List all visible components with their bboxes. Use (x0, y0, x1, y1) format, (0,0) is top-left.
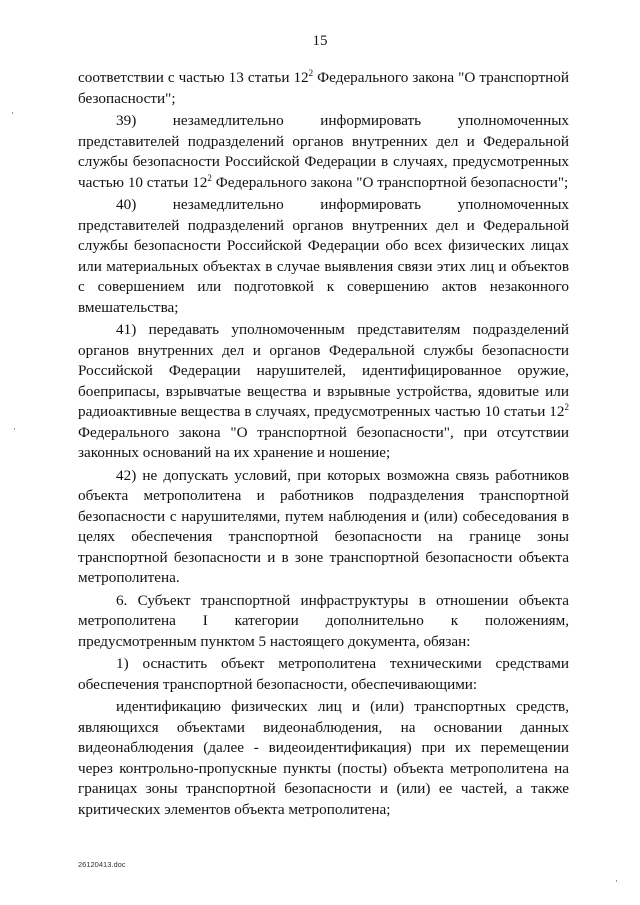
paragraph-text: 41) передавать уполномоченным представителям подразделений органов внутренних дел и органов Федеральной службы безопасности Российской Федерации нарушителей, идентифицированное оружие, боеприпасы, взрывчатые вещества и взрывные устройства, ядовитые или радиоактивные вещества в случаях, предусмотренных частью 10 статьи 12 (78, 321, 569, 420)
paragraph-text: Федерального закона "О транспортной безопасности", при отсутствии законных оснований на их хранение и ношение; (78, 423, 569, 461)
scan-speck (12, 112, 13, 114)
paragraph-text: 40) незамедлительно информировать уполномоченных представителей подразделений органов внутренних дел и Федеральной службы безопасности Российской Федерации обо всех физических лицах или материальных объектах в случае выявления связи этих лиц и объектов с совершением или подготовкой к совершению актов незаконного вмешательства; (78, 196, 569, 316)
superscript: 2 (207, 172, 212, 183)
paragraph-continuation (78, 68, 569, 109)
superscript: 2 (564, 401, 569, 412)
paragraph-item-39 (78, 111, 569, 193)
paragraph-subitem-1 (78, 654, 569, 695)
paragraph-text: соответствии с частью 13 статьи 12 (78, 69, 309, 86)
paragraph-text: 1) оснастить объект метрополитена техническими средствами обеспечения транспортной безопасности, обеспечивающими: (78, 655, 569, 693)
superscript: 2 (308, 67, 314, 78)
paragraph-item-41 (78, 320, 569, 464)
page-number: 15 (312, 33, 328, 49)
paragraph-text: 6. Субъект транспортной инфраструктуры в отношении объекта метрополитена I категории дополнительно к положениям, предусмотренным пунктом 5 настоящего документа, обязан: (78, 591, 569, 650)
document-body (78, 68, 569, 820)
paragraph-text: идентификацию физических лиц и (или) транспортных средств, являющихся объектами видеонаблюдения, на основании данных видеонаблюдения (далее - видеоидентификация) при их перемещении через контрольно-пропускные пункты (посты) объекта метрополитена на границах зоны транспортной безопасности и (или) ее частей, а также критических элементов объекта метрополитена; (78, 698, 569, 818)
scan-speck (616, 880, 617, 882)
paragraph-text: 42) не допускать условий, при которых возможна связь работников объекта метрополитена и работников подразделения транспортной безопасности с нарушителями, путем наблюдения и (или) собеседования в целях обеспечения транспортной безопасности на границе зоны транспортной безопасности и в зоне транспортной безопасности объекта метрополитена. (78, 466, 569, 586)
scan-speck (14, 428, 15, 430)
paragraph-item-40 (78, 195, 569, 318)
paragraph-text: Федерального закона "О транспортной безопасности"; (78, 69, 569, 107)
paragraph-text: 39) незамедлительно информировать уполномоченных представителей подразделений органов внутренних дел и Федеральной службы безопасности Российской Федерации в случаях, предусмотренных частью 10 статьи 12 (78, 112, 569, 191)
paragraph-text: Федерального закона "О транспортной безопасности"; (211, 173, 569, 191)
paragraph-identification (78, 697, 569, 820)
paragraph-item-42 (78, 466, 569, 589)
paragraph-clause-6 (78, 591, 569, 653)
footer-filename: 26120413.doc (78, 860, 126, 869)
